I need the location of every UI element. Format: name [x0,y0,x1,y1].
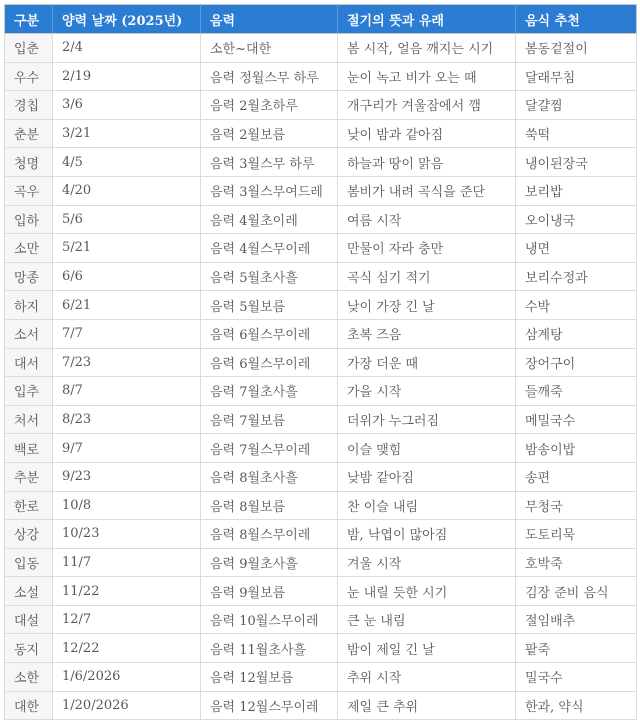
food-cell: 호박죽 [516,548,637,577]
lunar-date-cell: 음력 7월초사흘 [201,377,338,406]
term-cell: 소만 [5,234,53,263]
solar-date-cell: 8/23 [53,405,201,434]
solar-date-cell: 8/7 [53,377,201,406]
solar-terms-table [4,4,637,720]
solar-date-cell: 1/20/2026 [53,691,201,720]
table-row [5,148,637,177]
term-cell: 입춘 [5,34,53,63]
food-cell: 무청국 [516,491,637,520]
meaning-cell: 초복 즈음 [338,319,516,348]
term-cell: 춘분 [5,119,53,148]
table-row [5,405,637,434]
lunar-date-cell: 음력 9월보름 [201,577,338,606]
table-row [5,548,637,577]
meaning-cell: 하늘과 땅이 맑음 [338,148,516,177]
meaning-cell: 큰 눈 내림 [338,605,516,634]
term-cell: 청명 [5,148,53,177]
solar-date-cell: 12/7 [53,605,201,634]
header-row [5,5,637,34]
solar-date-cell: 11/7 [53,548,201,577]
solar-date-cell: 9/7 [53,434,201,463]
lunar-date-cell: 음력 7월보름 [201,405,338,434]
solar-date-cell: 2/4 [53,34,201,63]
food-cell: 장어구이 [516,348,637,377]
table-row [5,291,637,320]
meaning-cell: 곡식 심기 적기 [338,262,516,291]
term-cell: 입동 [5,548,53,577]
solar-date-cell: 9/23 [53,462,201,491]
header-food: 음식 추천 [516,5,637,34]
lunar-date-cell: 음력 8월스무이레 [201,520,338,549]
food-cell: 오이냉국 [516,205,637,234]
lunar-date-cell: 음력 12월스무이레 [201,691,338,720]
lunar-date-cell: 음력 6월스무이레 [201,319,338,348]
term-cell: 백로 [5,434,53,463]
term-cell: 곡우 [5,176,53,205]
meaning-cell: 가을 시작 [338,377,516,406]
lunar-date-cell: 음력 3월스무 하루 [201,148,338,177]
solar-date-cell: 6/21 [53,291,201,320]
solar-date-cell: 10/23 [53,520,201,549]
meaning-cell: 봄비가 내려 곡식을 준단 [338,176,516,205]
meaning-cell: 제일 큰 추위 [338,691,516,720]
meaning-cell: 추위 시작 [338,663,516,692]
term-cell: 처서 [5,405,53,434]
meaning-cell: 밤이 제일 긴 날 [338,634,516,663]
meaning-cell: 찬 이슬 내림 [338,491,516,520]
solar-date-cell: 1/6/2026 [53,663,201,692]
lunar-date-cell: 음력 3월스무여드레 [201,176,338,205]
table-row [5,377,637,406]
meaning-cell: 눈이 녹고 비가 오는 때 [338,62,516,91]
food-cell: 냉면 [516,234,637,263]
lunar-date-cell: 음력 4월스무이레 [201,234,338,263]
table-row [5,348,637,377]
table-row [5,691,637,720]
table-row [5,205,637,234]
header-solar-date: 양력 날짜 (2025년) [53,5,201,34]
lunar-date-cell: 음력 2월초하루 [201,91,338,120]
table-row [5,62,637,91]
solar-date-cell: 5/6 [53,205,201,234]
header-meaning: 절기의 뜻과 유래 [338,5,516,34]
solar-date-cell: 6/6 [53,262,201,291]
term-cell: 상강 [5,520,53,549]
meaning-cell: 겨울 시작 [338,548,516,577]
solar-date-cell: 3/21 [53,119,201,148]
table-row [5,434,637,463]
food-cell: 달걀찜 [516,91,637,120]
table-row [5,34,637,63]
solar-date-cell: 7/7 [53,319,201,348]
lunar-date-cell: 음력 2월보름 [201,119,338,148]
term-cell: 소서 [5,319,53,348]
table-row [5,119,637,148]
lunar-date-cell: 음력 8월보름 [201,491,338,520]
term-cell: 소설 [5,577,53,606]
table-row [5,462,637,491]
food-cell: 도토리묵 [516,520,637,549]
meaning-cell: 이슬 맺힘 [338,434,516,463]
lunar-date-cell: 음력 정월스무 하루 [201,62,338,91]
lunar-date-cell: 음력 10월스무이레 [201,605,338,634]
food-cell: 팥죽 [516,634,637,663]
food-cell: 쑥떡 [516,119,637,148]
food-cell: 삼계탕 [516,319,637,348]
table-row [5,605,637,634]
lunar-date-cell: 음력 6월스무이레 [201,348,338,377]
meaning-cell: 봄 시작, 얼음 깨지는 시기 [338,34,516,63]
table-row [5,176,637,205]
food-cell: 냉이된장국 [516,148,637,177]
table-row [5,319,637,348]
table-row [5,634,637,663]
lunar-date-cell: 음력 9월초사흘 [201,548,338,577]
solar-date-cell: 12/22 [53,634,201,663]
solar-date-cell: 4/5 [53,148,201,177]
food-cell: 보리수정과 [516,262,637,291]
term-cell: 망종 [5,262,53,291]
food-cell: 한과, 약식 [516,691,637,720]
lunar-date-cell: 음력 8월초사흘 [201,462,338,491]
solar-date-cell: 7/23 [53,348,201,377]
term-cell: 입추 [5,377,53,406]
meaning-cell: 낮밤 같아짐 [338,462,516,491]
food-cell: 송편 [516,462,637,491]
table-body [5,34,637,720]
lunar-date-cell: 소한~대한 [201,34,338,63]
table-row [5,91,637,120]
header-lunar-date: 음력 [201,5,338,34]
solar-date-cell: 11/22 [53,577,201,606]
meaning-cell: 더위가 누그러짐 [338,405,516,434]
table-header [5,5,637,34]
food-cell: 절임배추 [516,605,637,634]
food-cell: 보리밥 [516,176,637,205]
food-cell: 김장 준비 음식 [516,577,637,606]
term-cell: 하지 [5,291,53,320]
lunar-date-cell: 음력 11월초사흘 [201,634,338,663]
lunar-date-cell: 음력 5월초사흘 [201,262,338,291]
table-row [5,491,637,520]
lunar-date-cell: 음력 5월보름 [201,291,338,320]
solar-date-cell: 2/19 [53,62,201,91]
food-cell: 봄동겉절이 [516,34,637,63]
table-row [5,577,637,606]
term-cell: 추분 [5,462,53,491]
food-cell: 메밀국수 [516,405,637,434]
meaning-cell: 밤, 낙엽이 많아짐 [338,520,516,549]
solar-date-cell: 5/21 [53,234,201,263]
lunar-date-cell: 음력 12월보름 [201,663,338,692]
meaning-cell: 가장 더운 때 [338,348,516,377]
meaning-cell: 여름 시작 [338,205,516,234]
term-cell: 동지 [5,634,53,663]
term-cell: 소한 [5,663,53,692]
table-row [5,234,637,263]
solar-date-cell: 4/20 [53,176,201,205]
table-row [5,262,637,291]
meaning-cell: 눈 내릴 듯한 시기 [338,577,516,606]
meaning-cell: 낮이 가장 긴 날 [338,291,516,320]
food-cell: 밤송이밥 [516,434,637,463]
term-cell: 입하 [5,205,53,234]
food-cell: 수박 [516,291,637,320]
food-cell: 밀국수 [516,663,637,692]
term-cell: 우수 [5,62,53,91]
header-term: 구분 [5,5,53,34]
meaning-cell: 낮이 밤과 같아짐 [338,119,516,148]
meaning-cell: 개구리가 겨울잠에서 깸 [338,91,516,120]
meaning-cell: 만물이 자라 충만 [338,234,516,263]
term-cell: 한로 [5,491,53,520]
term-cell: 경칩 [5,91,53,120]
term-cell: 대설 [5,605,53,634]
solar-date-cell: 3/6 [53,91,201,120]
table-row [5,663,637,692]
food-cell: 들깨죽 [516,377,637,406]
food-cell: 달래무침 [516,62,637,91]
term-cell: 대한 [5,691,53,720]
table-row [5,520,637,549]
solar-date-cell: 10/8 [53,491,201,520]
lunar-date-cell: 음력 4월초이레 [201,205,338,234]
term-cell: 대서 [5,348,53,377]
lunar-date-cell: 음력 7월스무이레 [201,434,338,463]
